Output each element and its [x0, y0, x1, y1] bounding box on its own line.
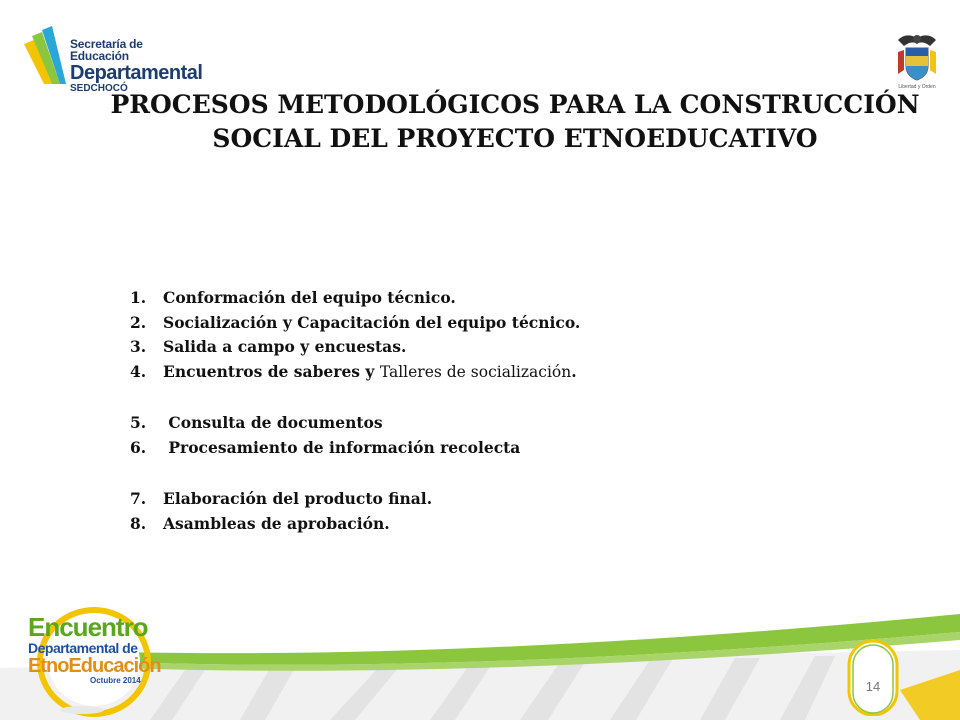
- list-item: [130, 360, 830, 385]
- list-item-number: 3.: [130, 337, 147, 356]
- list-item-number: 1.: [130, 288, 147, 307]
- secretaria-logo-line2: Departamental: [70, 62, 203, 84]
- secretaria-logo: [22, 22, 202, 92]
- list-item: [130, 436, 830, 461]
- list-item-number: 4.: [130, 361, 147, 381]
- list-item: [130, 286, 830, 311]
- encuentro-logo-line4: Octubre 2014: [90, 676, 141, 685]
- list-item: [130, 411, 830, 436]
- page-number-badge: [846, 638, 900, 716]
- list-gap: [130, 460, 830, 487]
- list-item-text: Consulta de documentos: [163, 413, 383, 432]
- secretaria-logo-text: [70, 38, 202, 94]
- slide-title: [90, 88, 940, 156]
- list-gap: [130, 384, 830, 411]
- list-item-number: 2.: [130, 312, 147, 332]
- list-item-number: 8.: [130, 513, 147, 533]
- secretaria-logo-line3: SEDCHOCÓ: [70, 83, 128, 94]
- slide-title-line2: SOCIAL DEL PROYECTO ETNOEDUCATIVO: [212, 124, 818, 153]
- list-item-number: 6.: [130, 437, 147, 457]
- encuentro-logo-line1: Encuentro: [28, 612, 148, 642]
- encuentro-logo-line2: Departamental de: [28, 640, 138, 656]
- list-item-text-bold: Encuentros de saberes y: [163, 361, 380, 381]
- list-item-text-regular: Talleres de socialización: [379, 362, 572, 381]
- list-item: [130, 487, 830, 512]
- list-item-number: 5.: [130, 413, 147, 432]
- list-item: [130, 311, 830, 336]
- slide-title-line1: PROCESOS METODOLÓGICOS PARA LA CONSTRUCCIÓN: [110, 90, 920, 119]
- list-item-text: Asambleas de aprobación.: [163, 513, 390, 533]
- list-item: [130, 335, 830, 360]
- list-item: [130, 512, 830, 537]
- encuentro-logo: [22, 598, 161, 718]
- list-item-text: [163, 360, 577, 385]
- encuentro-logo-text: [28, 614, 161, 685]
- list-item-number: 7.: [130, 489, 147, 508]
- list-item-text: Procesamiento de información recolecta: [163, 437, 521, 457]
- list-item-text: Conformación del equipo técnico.: [163, 288, 456, 307]
- coat-of-arms: [892, 30, 942, 92]
- list-item-text-end: .: [571, 361, 577, 381]
- list-item-text: Socialización y Capacitación del equipo técnico.: [163, 312, 581, 332]
- crest-motto: Libertad y Orden: [898, 84, 936, 90]
- list-item-text: Salida a campo y encuestas.: [163, 337, 407, 356]
- process-list: [130, 286, 830, 536]
- page-number: 14: [865, 679, 881, 694]
- secretaria-logo-line1: Secretaría de Educación: [70, 37, 143, 63]
- encuentro-logo-line3: EtnoEducación: [28, 655, 161, 677]
- coat-of-arms-icon: [892, 30, 942, 86]
- list-item-text: Elaboración del producto final.: [163, 489, 433, 508]
